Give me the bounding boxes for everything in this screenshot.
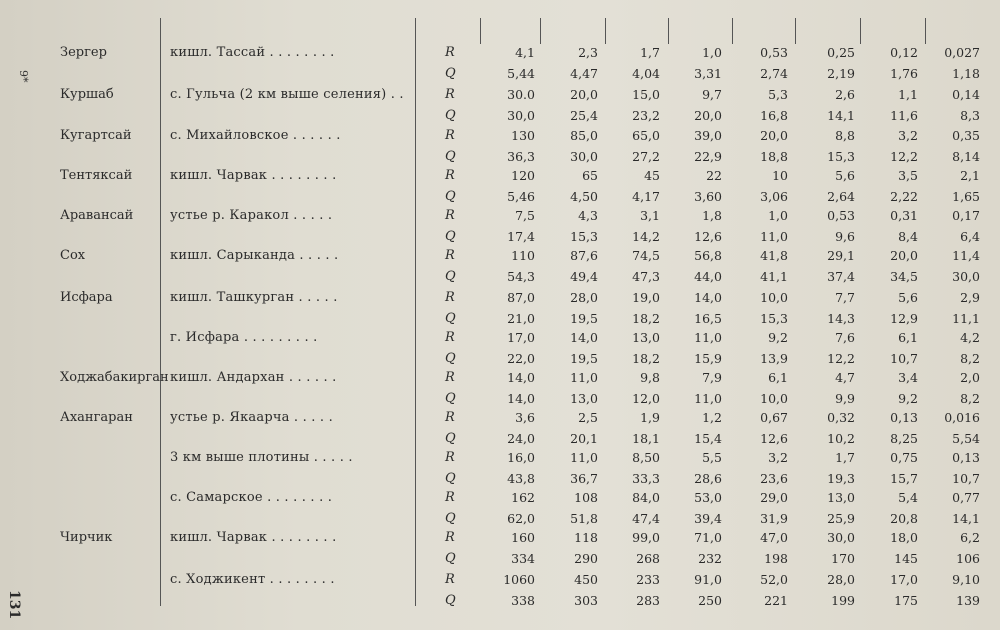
q-value-cell: 170 [831,551,855,566]
q-value-cell: 44,0 [694,269,722,284]
q-value-cell: 175 [894,593,918,608]
q-value-cell: 13,0 [570,391,598,406]
r-value-cell: 7,9 [702,370,722,385]
river-name: Ахангаран [60,410,133,425]
q-value-cell: 15,4 [694,431,722,446]
r-value-cell: 28,0 [570,290,598,305]
q-value-cell: 9,6 [835,229,855,244]
r-value-cell: 20,0 [570,87,598,102]
r-label: R [445,370,455,385]
station-name: с. Самарское . . . . . . . . [170,490,333,505]
q-value-cell: 19,5 [570,311,598,326]
r-value-cell: 87,6 [570,248,598,263]
column-divider [415,18,416,606]
r-value-cell: 233 [636,572,660,587]
r-value-cell: 9,8 [640,370,660,385]
q-value-cell: 18,2 [632,311,660,326]
column-divider [605,18,606,44]
r-label: R [445,87,455,102]
r-value-cell: 450 [574,572,598,587]
q-label: Q [445,391,456,406]
q-value-cell: 2,74 [760,66,788,81]
q-label: Q [445,149,456,164]
r-value-cell: 0,32 [827,410,855,425]
river-name: Зергер [60,45,107,60]
q-label: Q [445,189,456,204]
q-value-cell: 18,1 [632,431,660,446]
r-value-cell: 14,0 [694,290,722,305]
q-value-cell: 268 [636,551,660,566]
r-value-cell: 1,2 [702,410,722,425]
r-value-cell: 85,0 [570,128,598,143]
q-value-cell: 8,14 [952,149,980,164]
q-value-cell: 3,06 [760,189,788,204]
r-value-cell: 0,53 [827,208,855,223]
q-value-cell: 106 [956,551,980,566]
r-value-cell: 7,6 [835,330,855,345]
q-value-cell: 5,46 [507,189,535,204]
q-value-cell: 20,8 [890,511,918,526]
r-value-cell: 45 [644,168,660,183]
column-divider [480,18,481,44]
r-value-cell: 0,31 [890,208,918,223]
r-label: R [445,330,455,345]
r-value-cell: 0,027 [944,45,980,60]
q-value-cell: 12,6 [694,229,722,244]
q-value-cell: 8,2 [960,351,980,366]
r-value-cell: 5,5 [702,450,722,465]
column-divider [732,18,733,44]
r-label: R [445,208,455,223]
r-value-cell: 52,0 [760,572,788,587]
q-value-cell: 16,5 [694,311,722,326]
r-label: R [445,168,455,183]
q-value-cell: 19,3 [827,471,855,486]
q-value-cell: 9,9 [835,391,855,406]
q-value-cell: 8,3 [960,108,980,123]
r-value-cell: 65 [582,168,598,183]
q-value-cell: 27,2 [632,149,660,164]
q-value-cell: 8,4 [898,229,918,244]
q-value-cell: 250 [698,593,722,608]
column-divider [160,18,161,606]
q-value-cell: 15,9 [694,351,722,366]
q-value-cell: 41,1 [760,269,788,284]
r-value-cell: 11,4 [952,248,980,263]
q-value-cell: 1,18 [952,66,980,81]
q-value-cell: 338 [511,593,535,608]
q-value-cell: 4,04 [632,66,660,81]
r-value-cell: 6,1 [768,370,788,385]
station-name: кишл. Андархан . . . . . . [170,370,337,385]
q-value-cell: 15,3 [827,149,855,164]
r-value-cell: 8,50 [632,450,660,465]
station-name: 3 км выше плотины . . . . . [170,450,353,465]
r-value-cell: 130 [511,128,535,143]
r-value-cell: 18,0 [890,530,918,545]
river-name: Тентяксай [60,168,133,183]
q-label: Q [445,311,456,326]
r-value-cell: 5,6 [898,290,918,305]
r-value-cell: 41,8 [760,248,788,263]
q-value-cell: 14,3 [827,311,855,326]
r-value-cell: 13,0 [827,490,855,505]
q-value-cell: 30,0 [570,149,598,164]
q-value-cell: 22,9 [694,149,722,164]
q-label: Q [445,108,456,123]
r-value-cell: 1,9 [640,410,660,425]
q-value-cell: 10,7 [890,351,918,366]
r-label: R [445,248,455,263]
r-value-cell: 2,6 [835,87,855,102]
q-value-cell: 3,31 [694,66,722,81]
r-value-cell: 3,2 [768,450,788,465]
r-value-cell: 14,0 [507,370,535,385]
page-number: 131 [6,590,22,620]
r-label: R [445,410,455,425]
q-value-cell: 221 [764,593,788,608]
q-value-cell: 303 [574,593,598,608]
q-value-cell: 36,7 [570,471,598,486]
r-label: R [445,450,455,465]
r-value-cell: 0,13 [890,410,918,425]
r-value-cell: 17,0 [890,572,918,587]
q-value-cell: 18,8 [760,149,788,164]
q-value-cell: 199 [831,593,855,608]
q-value-cell: 12,0 [632,391,660,406]
q-value-cell: 18,2 [632,351,660,366]
r-value-cell: 3,4 [898,370,918,385]
q-value-cell: 16,8 [760,108,788,123]
r-value-cell: 2,1 [960,168,980,183]
r-value-cell: 0,75 [890,450,918,465]
r-value-cell: 29,0 [760,490,788,505]
q-value-cell: 2,19 [827,66,855,81]
q-label: Q [445,511,456,526]
q-value-cell: 62,0 [507,511,535,526]
r-value-cell: 20,0 [760,128,788,143]
q-value-cell: 1,76 [890,66,918,81]
r-value-cell: 11,0 [694,330,722,345]
r-value-cell: 39,0 [694,128,722,143]
r-value-cell: 162 [511,490,535,505]
r-value-cell: 9,2 [768,330,788,345]
r-value-cell: 71,0 [694,530,722,545]
q-value-cell: 6,4 [960,229,980,244]
station-name: кишл. Сарыканда . . . . . [170,248,339,263]
q-label: Q [445,351,456,366]
r-label: R [445,490,455,505]
q-value-cell: 30,0 [952,269,980,284]
r-value-cell: 0,25 [827,45,855,60]
q-value-cell: 145 [894,551,918,566]
q-label: Q [445,431,456,446]
r-value-cell: 5,6 [835,168,855,183]
r-value-cell: 0,016 [944,410,980,425]
q-value-cell: 14,0 [507,391,535,406]
r-value-cell: 65,0 [632,128,660,143]
station-name: с. Михайловское . . . . . . [170,128,341,143]
r-value-cell: 0,12 [890,45,918,60]
r-value-cell: 9,7 [702,87,722,102]
q-value-cell: 22,0 [507,351,535,366]
r-label: R [445,45,455,60]
r-value-cell: 110 [511,248,535,263]
r-value-cell: 87,0 [507,290,535,305]
r-value-cell: 91,0 [694,572,722,587]
r-value-cell: 6,1 [898,330,918,345]
r-value-cell: 11,0 [570,370,598,385]
q-value-cell: 12,6 [760,431,788,446]
q-value-cell: 21,0 [507,311,535,326]
river-name: Аравансай [60,208,134,223]
r-value-cell: 0,35 [952,128,980,143]
r-value-cell: 20,0 [890,248,918,263]
r-value-cell: 10,0 [760,290,788,305]
r-value-cell: 5,4 [898,490,918,505]
q-value-cell: 20,0 [694,108,722,123]
r-value-cell: 8,8 [835,128,855,143]
q-value-cell: 11,6 [890,108,918,123]
r-value-cell: 22 [706,168,722,183]
q-value-cell: 10,7 [952,471,980,486]
r-value-cell: 19,0 [632,290,660,305]
r-value-cell: 108 [574,490,598,505]
r-value-cell: 2,5 [578,410,598,425]
q-value-cell: 47,3 [632,269,660,284]
q-label: Q [445,551,456,566]
q-value-cell: 31,9 [760,511,788,526]
r-value-cell: 4,3 [578,208,598,223]
q-label: Q [445,66,456,81]
q-value-cell: 15,3 [760,311,788,326]
station-name: кишл. Чарвак . . . . . . . . [170,530,337,545]
q-value-cell: 11,0 [694,391,722,406]
r-value-cell: 6,2 [960,530,980,545]
river-name: Куршаб [60,87,114,102]
q-value-cell: 290 [574,551,598,566]
q-value-cell: 10,2 [827,431,855,446]
q-value-cell: 20,1 [570,431,598,446]
r-value-cell: 47,0 [760,530,788,545]
column-divider [540,18,541,44]
q-value-cell: 43,8 [507,471,535,486]
river-name: Чирчик [60,530,113,545]
q-value-cell: 9,2 [898,391,918,406]
q-value-cell: 28,6 [694,471,722,486]
r-label: R [445,290,455,305]
q-label: Q [445,471,456,486]
r-label: R [445,530,455,545]
r-value-cell: 13,0 [632,330,660,345]
q-value-cell: 39,4 [694,511,722,526]
q-value-cell: 4,50 [570,189,598,204]
r-value-cell: 53,0 [694,490,722,505]
q-value-cell: 12,2 [890,149,918,164]
q-value-cell: 36,3 [507,149,535,164]
r-value-cell: 4,1 [515,45,535,60]
q-value-cell: 12,2 [827,351,855,366]
r-value-cell: 29,1 [827,248,855,263]
r-value-cell: 160 [511,530,535,545]
r-value-cell: 30,0 [827,530,855,545]
station-name: кишл. Чарвак . . . . . . . . [170,168,337,183]
r-value-cell: 99,0 [632,530,660,545]
river-name: Кугартсай [60,128,132,143]
q-value-cell: 23,6 [760,471,788,486]
r-value-cell: 10 [772,168,788,183]
q-value-cell: 19,5 [570,351,598,366]
q-value-cell: 232 [698,551,722,566]
q-value-cell: 30,0 [507,108,535,123]
q-value-cell: 11,1 [952,311,980,326]
q-value-cell: 33,3 [632,471,660,486]
q-value-cell: 54,3 [507,269,535,284]
q-value-cell: 11,0 [760,229,788,244]
r-value-cell: 1,7 [640,45,660,60]
r-value-cell: 7,7 [835,290,855,305]
station-name: с. Гульча (2 км выше селения) . . [170,87,404,102]
q-value-cell: 2,64 [827,189,855,204]
q-value-cell: 25,4 [570,108,598,123]
r-label: R [445,572,455,587]
r-value-cell: 4,7 [835,370,855,385]
q-value-cell: 12,9 [890,311,918,326]
river-name: Сох [60,248,86,263]
column-divider [860,18,861,44]
r-value-cell: 2,9 [960,290,980,305]
r-value-cell: 120 [511,168,535,183]
r-value-cell: 118 [574,530,598,545]
station-name: устье р. Якаарча . . . . . [170,410,333,425]
r-value-cell: 0,77 [952,490,980,505]
column-divider [668,18,669,44]
r-value-cell: 4,2 [960,330,980,345]
station-name: кишл. Тассай . . . . . . . . [170,45,335,60]
q-value-cell: 47,4 [632,511,660,526]
river-name: Ходжабакирган [60,370,169,385]
q-value-cell: 37,4 [827,269,855,284]
r-value-cell: 0,13 [952,450,980,465]
r-value-cell: 17,0 [507,330,535,345]
q-value-cell: 5,44 [507,66,535,81]
station-name: кишл. Ташкурган . . . . . [170,290,338,305]
q-value-cell: 34,5 [890,269,918,284]
q-value-cell: 49,4 [570,269,598,284]
r-value-cell: 1,7 [835,450,855,465]
r-value-cell: 3,1 [640,208,660,223]
r-value-cell: 1060 [503,572,535,587]
r-value-cell: 16,0 [507,450,535,465]
r-value-cell: 2,0 [960,370,980,385]
r-value-cell: 1,8 [702,208,722,223]
r-value-cell: 1,0 [702,45,722,60]
r-value-cell: 84,0 [632,490,660,505]
r-value-cell: 3,2 [898,128,918,143]
q-value-cell: 17,4 [507,229,535,244]
q-value-cell: 51,8 [570,511,598,526]
q-value-cell: 3,60 [694,189,722,204]
q-label: Q [445,593,456,608]
q-value-cell: 14,2 [632,229,660,244]
q-value-cell: 1,65 [952,189,980,204]
q-value-cell: 14,1 [827,108,855,123]
margin-mark: 9* [17,70,30,83]
r-value-cell: 28,0 [827,572,855,587]
r-value-cell: 56,8 [694,248,722,263]
q-label: Q [445,229,456,244]
q-value-cell: 4,17 [632,189,660,204]
r-value-cell: 0,17 [952,208,980,223]
q-value-cell: 15,3 [570,229,598,244]
r-value-cell: 30.0 [507,87,535,102]
r-value-cell: 0,67 [760,410,788,425]
q-value-cell: 198 [764,551,788,566]
q-value-cell: 15,7 [890,471,918,486]
r-value-cell: 0,14 [952,87,980,102]
q-value-cell: 24,0 [507,431,535,446]
q-value-cell: 5,54 [952,431,980,446]
station-name: с. Ходжикент . . . . . . . . [170,572,335,587]
r-value-cell: 0,53 [760,45,788,60]
station-name: г. Исфара . . . . . . . . . [170,330,318,345]
r-value-cell: 1,0 [768,208,788,223]
q-value-cell: 13,9 [760,351,788,366]
q-value-cell: 23,2 [632,108,660,123]
r-value-cell: 11,0 [570,450,598,465]
r-value-cell: 5,3 [768,87,788,102]
r-value-cell: 1,1 [898,87,918,102]
q-value-cell: 8,25 [890,431,918,446]
station-name: устье р. Каракол . . . . . [170,208,333,223]
q-value-cell: 8,2 [960,391,980,406]
q-value-cell: 139 [956,593,980,608]
column-divider [795,18,796,44]
r-value-cell: 9,10 [952,572,980,587]
q-value-cell: 25,9 [827,511,855,526]
r-value-cell: 3,6 [515,410,535,425]
q-value-cell: 4,47 [570,66,598,81]
q-value-cell: 334 [511,551,535,566]
r-label: R [445,128,455,143]
q-value-cell: 10,0 [760,391,788,406]
r-value-cell: 74,5 [632,248,660,263]
r-value-cell: 7,5 [515,208,535,223]
r-value-cell: 2,3 [578,45,598,60]
q-label: Q [445,269,456,284]
river-name: Исфара [60,290,113,305]
q-value-cell: 14,1 [952,511,980,526]
r-value-cell: 14,0 [570,330,598,345]
r-value-cell: 15,0 [632,87,660,102]
q-value-cell: 2,22 [890,189,918,204]
column-divider [925,18,926,44]
q-value-cell: 283 [636,593,660,608]
r-value-cell: 3,5 [898,168,918,183]
